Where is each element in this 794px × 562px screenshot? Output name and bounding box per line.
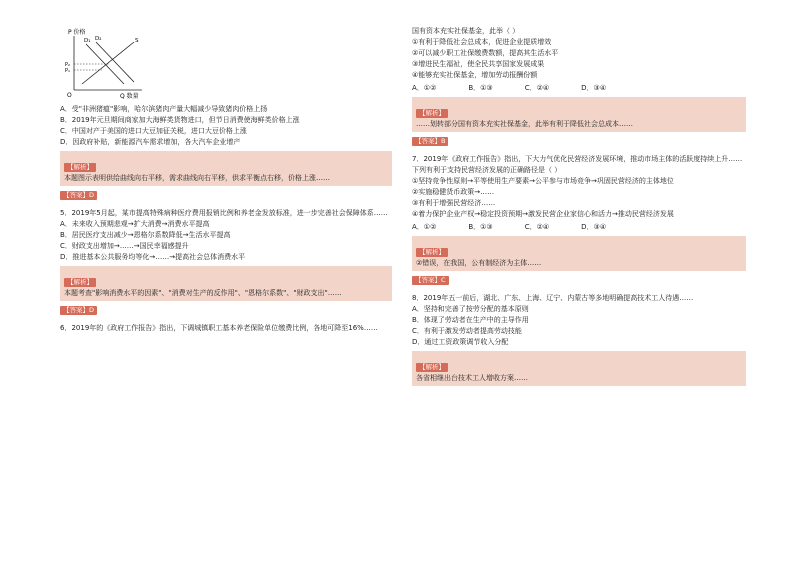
curve-label-s: S — [135, 38, 139, 44]
answer-label: 【答案】D — [60, 190, 392, 201]
choice-row — [412, 222, 746, 233]
question-intro: 国有资本充实社保基金，此举（ ） — [412, 27, 520, 35]
choice-a: A．①② — [412, 84, 437, 92]
analysis-line: 各省相继出台技术工人增收方案…… — [416, 374, 528, 382]
curve-label-d2: D₂ — [95, 36, 102, 42]
option-line: C．有利于激发劳动者提高劳动技能 — [412, 327, 522, 335]
analysis-line: ……划转部分国有资本充实社保基金，此举有利于降低社会总成本…… — [416, 120, 633, 128]
choice-b: B．①③ — [468, 223, 493, 231]
option-line: ③增进民生福祉，使全民共享国家发展成果 — [412, 60, 545, 68]
option-line: D．因政府补贴，新能源汽车需求增加，各大汽车企业增产 — [60, 138, 241, 146]
q8-options — [412, 304, 746, 348]
question-7: 7．2019年《政府工作报告》指出，下大力气优化民营经济发展环境，推动市场主体的活跃度持续上升…… — [412, 155, 743, 163]
option-line: C．财政支出增加→……→国民幸福感提升 — [60, 242, 189, 250]
option-line: ②实施稳健货币政策→…… — [412, 188, 495, 196]
analysis-block — [412, 351, 746, 386]
answer-label: 【答案】D — [60, 305, 392, 316]
y-axis-label: P 价格 — [68, 29, 86, 36]
price-mark-p1: P₁ — [65, 68, 71, 74]
option-line: ③有利于增强民营经济…… — [412, 199, 496, 207]
option-line: D．推进基本公共服务均等化→……→提高社会总体消费水平 — [60, 253, 246, 261]
choice-c: C．②④ — [524, 84, 550, 92]
option-line: D．通过工资政策调节收入分配 — [412, 338, 509, 346]
analysis-block — [60, 266, 392, 301]
option-line: ②可以减少职工社保缴费数额，提高其生活水平 — [412, 49, 559, 57]
x-axis-label: Q 数量 — [120, 93, 139, 100]
choice-a: A．①② — [412, 223, 437, 231]
q5-options — [60, 219, 392, 263]
option-line: ④着力保护企业产权→稳定投资预期→激发民营企业家信心和活力→推动民营经济发展 — [412, 210, 674, 218]
option-line: ④能够充实社保基金，增加劳动报酬份额 — [412, 71, 538, 79]
analysis-tag: 【解析】 — [416, 109, 448, 118]
price-mark-p2: P₂ — [65, 62, 71, 68]
analysis-tag: 【解析】 — [64, 278, 96, 287]
analysis-tag: 【解析】 — [416, 248, 448, 257]
analysis-tag: 【解析】 — [64, 163, 96, 172]
option-line: B．体现了劳动者在生产中的主导作用 — [412, 316, 529, 324]
right-column — [412, 26, 746, 389]
q4-options — [60, 104, 392, 148]
answer-label: 【答案】C — [412, 275, 746, 286]
option-line: B．2019年元旦期间商家加大海鲜类货物进口，但节日消费使海鲜类价格上涨 — [60, 116, 300, 124]
analysis-block — [412, 236, 746, 271]
analysis-line: ②错误，在我国，公有制经济为主体…… — [416, 259, 542, 267]
origin-label: O — [67, 92, 72, 99]
analysis-line: 本题图示表明供给曲线向右平移，需求曲线向右平移，供求平衡点右移，价格上涨…… — [64, 174, 330, 182]
choice-row — [412, 83, 746, 94]
option-line: A．受"非洲猪瘟"影响，哈尔滨猪肉产量大幅减少导致猪肉价格上扬 — [60, 105, 268, 113]
d2-curve — [96, 42, 134, 82]
curve-label-d1: D₁ — [84, 38, 91, 44]
choice-b: B．①③ — [468, 84, 493, 92]
supply-demand-chart — [64, 26, 154, 100]
option-line: ①有利于降低社会总成本，促进企业提质增效 — [412, 38, 552, 46]
question-6: 6．2019年的《政府工作报告》指出，下调城镇职工基本养老保险单位缴费比例，各地可降至16%…… — [60, 324, 378, 332]
analysis-tag: 【解析】 — [416, 363, 448, 372]
q7-options — [412, 176, 746, 220]
question-8: 8．2019年五一前后，湖北、广东、上海、辽宁、内蒙古等多地明确提高技术工人待遇…… — [412, 294, 694, 302]
analysis-line: 本题考查"影响消费水平的因素"、"消费对生产的反作用"、"恩格尔系数"、"财政支出"…… — [64, 289, 342, 297]
choice-d: D．③④ — [581, 84, 607, 92]
option-line: A．坚持和完善了按劳分配的基本原则 — [412, 305, 529, 313]
numbered-options — [412, 37, 746, 81]
choice-c: C．②④ — [524, 223, 550, 231]
question-7-sub: 下列有利于支持民营经济发展的正确路径是（ ） — [412, 166, 562, 174]
left-column — [60, 26, 392, 334]
option-line: C．中国对产于美国的进口大豆加征关税，进口大豆价格上涨 — [60, 127, 247, 135]
choice-d: D．③④ — [581, 223, 607, 231]
option-line: ①坚持竞争性原则→平等使用生产要素→公平参与市场竞争→巩固民营经济的主体地位 — [412, 177, 674, 185]
analysis-block — [412, 97, 746, 132]
option-line: B．居民医疗支出减少→恩格尔系数降低→生活水平提高 — [60, 231, 231, 239]
option-line: A．未来收入预期悲观→扩大消费→消费水平提高 — [60, 220, 210, 228]
answer-label: 【答案】B — [412, 136, 746, 147]
question-5: 5．2019年5月起，某市提高特殊病种医疗费用报销比例和养老金发放标准，进一步完善社会保障体系…… — [60, 209, 388, 217]
analysis-block — [60, 151, 392, 186]
